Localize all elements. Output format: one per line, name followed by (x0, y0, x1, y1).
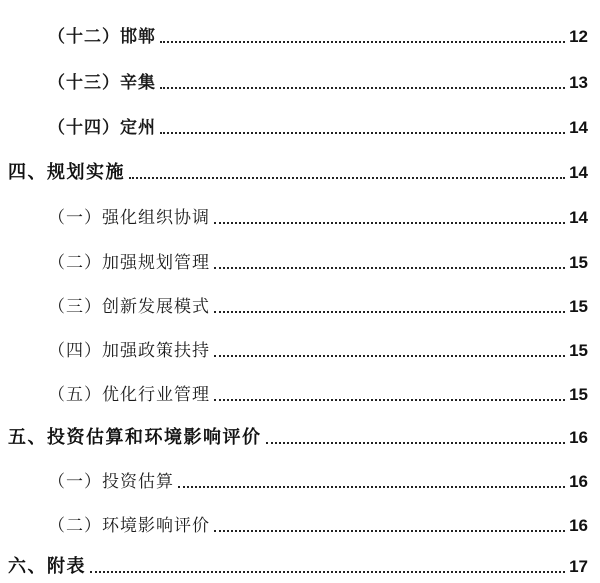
toc-entry-title: （十二）邯郸 (48, 27, 156, 47)
toc-dot-leader (266, 442, 566, 444)
toc-page-number: 17 (569, 557, 588, 576)
toc-entry-dingzhou[interactable] (48, 105, 588, 139)
toc-page-number: 16 (569, 472, 588, 491)
toc-entry-title: （一）强化组织协调 (48, 208, 210, 228)
toc-dot-leader (178, 486, 565, 488)
toc-page-number: 15 (569, 253, 588, 272)
toc-page-number: 14 (569, 208, 588, 227)
toc-entry-industry-management[interactable] (48, 372, 588, 406)
toc-entry-title: （四）加强政策扶持 (48, 341, 210, 361)
toc-dot-leader (214, 530, 565, 532)
toc-dot-leader (214, 267, 565, 269)
toc-entry-title: （五）优化行业管理 (48, 385, 210, 405)
toc-entry-title: 五、投资估算和环境影响评价 (8, 427, 262, 448)
toc-dot-leader (214, 355, 565, 357)
toc-entry-title: 四、规划实施 (8, 162, 125, 183)
toc-entry-organization[interactable] (48, 195, 588, 229)
toc-entry-title: （二）加强规划管理 (48, 253, 210, 273)
toc-entry-section-5[interactable] (8, 415, 588, 449)
toc-page-number: 16 (569, 516, 588, 535)
toc-entry-section-6[interactable] (8, 544, 588, 578)
toc-entry-section-4[interactable] (8, 150, 588, 184)
toc-entry-title: （十三）辛集 (48, 73, 156, 93)
toc-entry-title: （三）创新发展模式 (48, 297, 210, 317)
toc-entry-handan[interactable] (48, 14, 588, 48)
toc-dot-leader (160, 87, 565, 89)
toc-dot-leader (90, 571, 565, 573)
toc-entry-title: （二）环境影响评价 (48, 516, 210, 536)
toc-entry-title: （十四）定州 (48, 118, 156, 138)
toc-dot-leader (214, 222, 565, 224)
toc-dot-leader (129, 177, 565, 179)
toc-page-number: 13 (569, 73, 588, 92)
toc-page-number: 14 (569, 118, 588, 137)
toc-dot-leader (160, 132, 565, 134)
toc-entry-environmental-impact[interactable] (48, 503, 588, 537)
toc-page-number: 16 (569, 428, 588, 447)
toc-dot-leader (214, 311, 565, 313)
toc-page-number: 15 (569, 341, 588, 360)
toc-entry-title: 六、附表 (8, 556, 86, 577)
toc-page-number: 15 (569, 297, 588, 316)
toc-page-number: 15 (569, 385, 588, 404)
toc-entry-xinji[interactable] (48, 60, 588, 94)
toc-entry-policy-support[interactable] (48, 328, 588, 362)
toc-dot-leader (160, 41, 565, 43)
toc-entry-investment-estimate[interactable] (48, 459, 588, 493)
toc-entry-development-model[interactable] (48, 284, 588, 318)
toc-page-number: 12 (569, 27, 588, 46)
toc-entry-planning-management[interactable] (48, 240, 588, 274)
toc-entry-title: （一）投资估算 (48, 472, 174, 492)
toc-page-number: 14 (569, 163, 588, 182)
toc-dot-leader (214, 399, 565, 401)
